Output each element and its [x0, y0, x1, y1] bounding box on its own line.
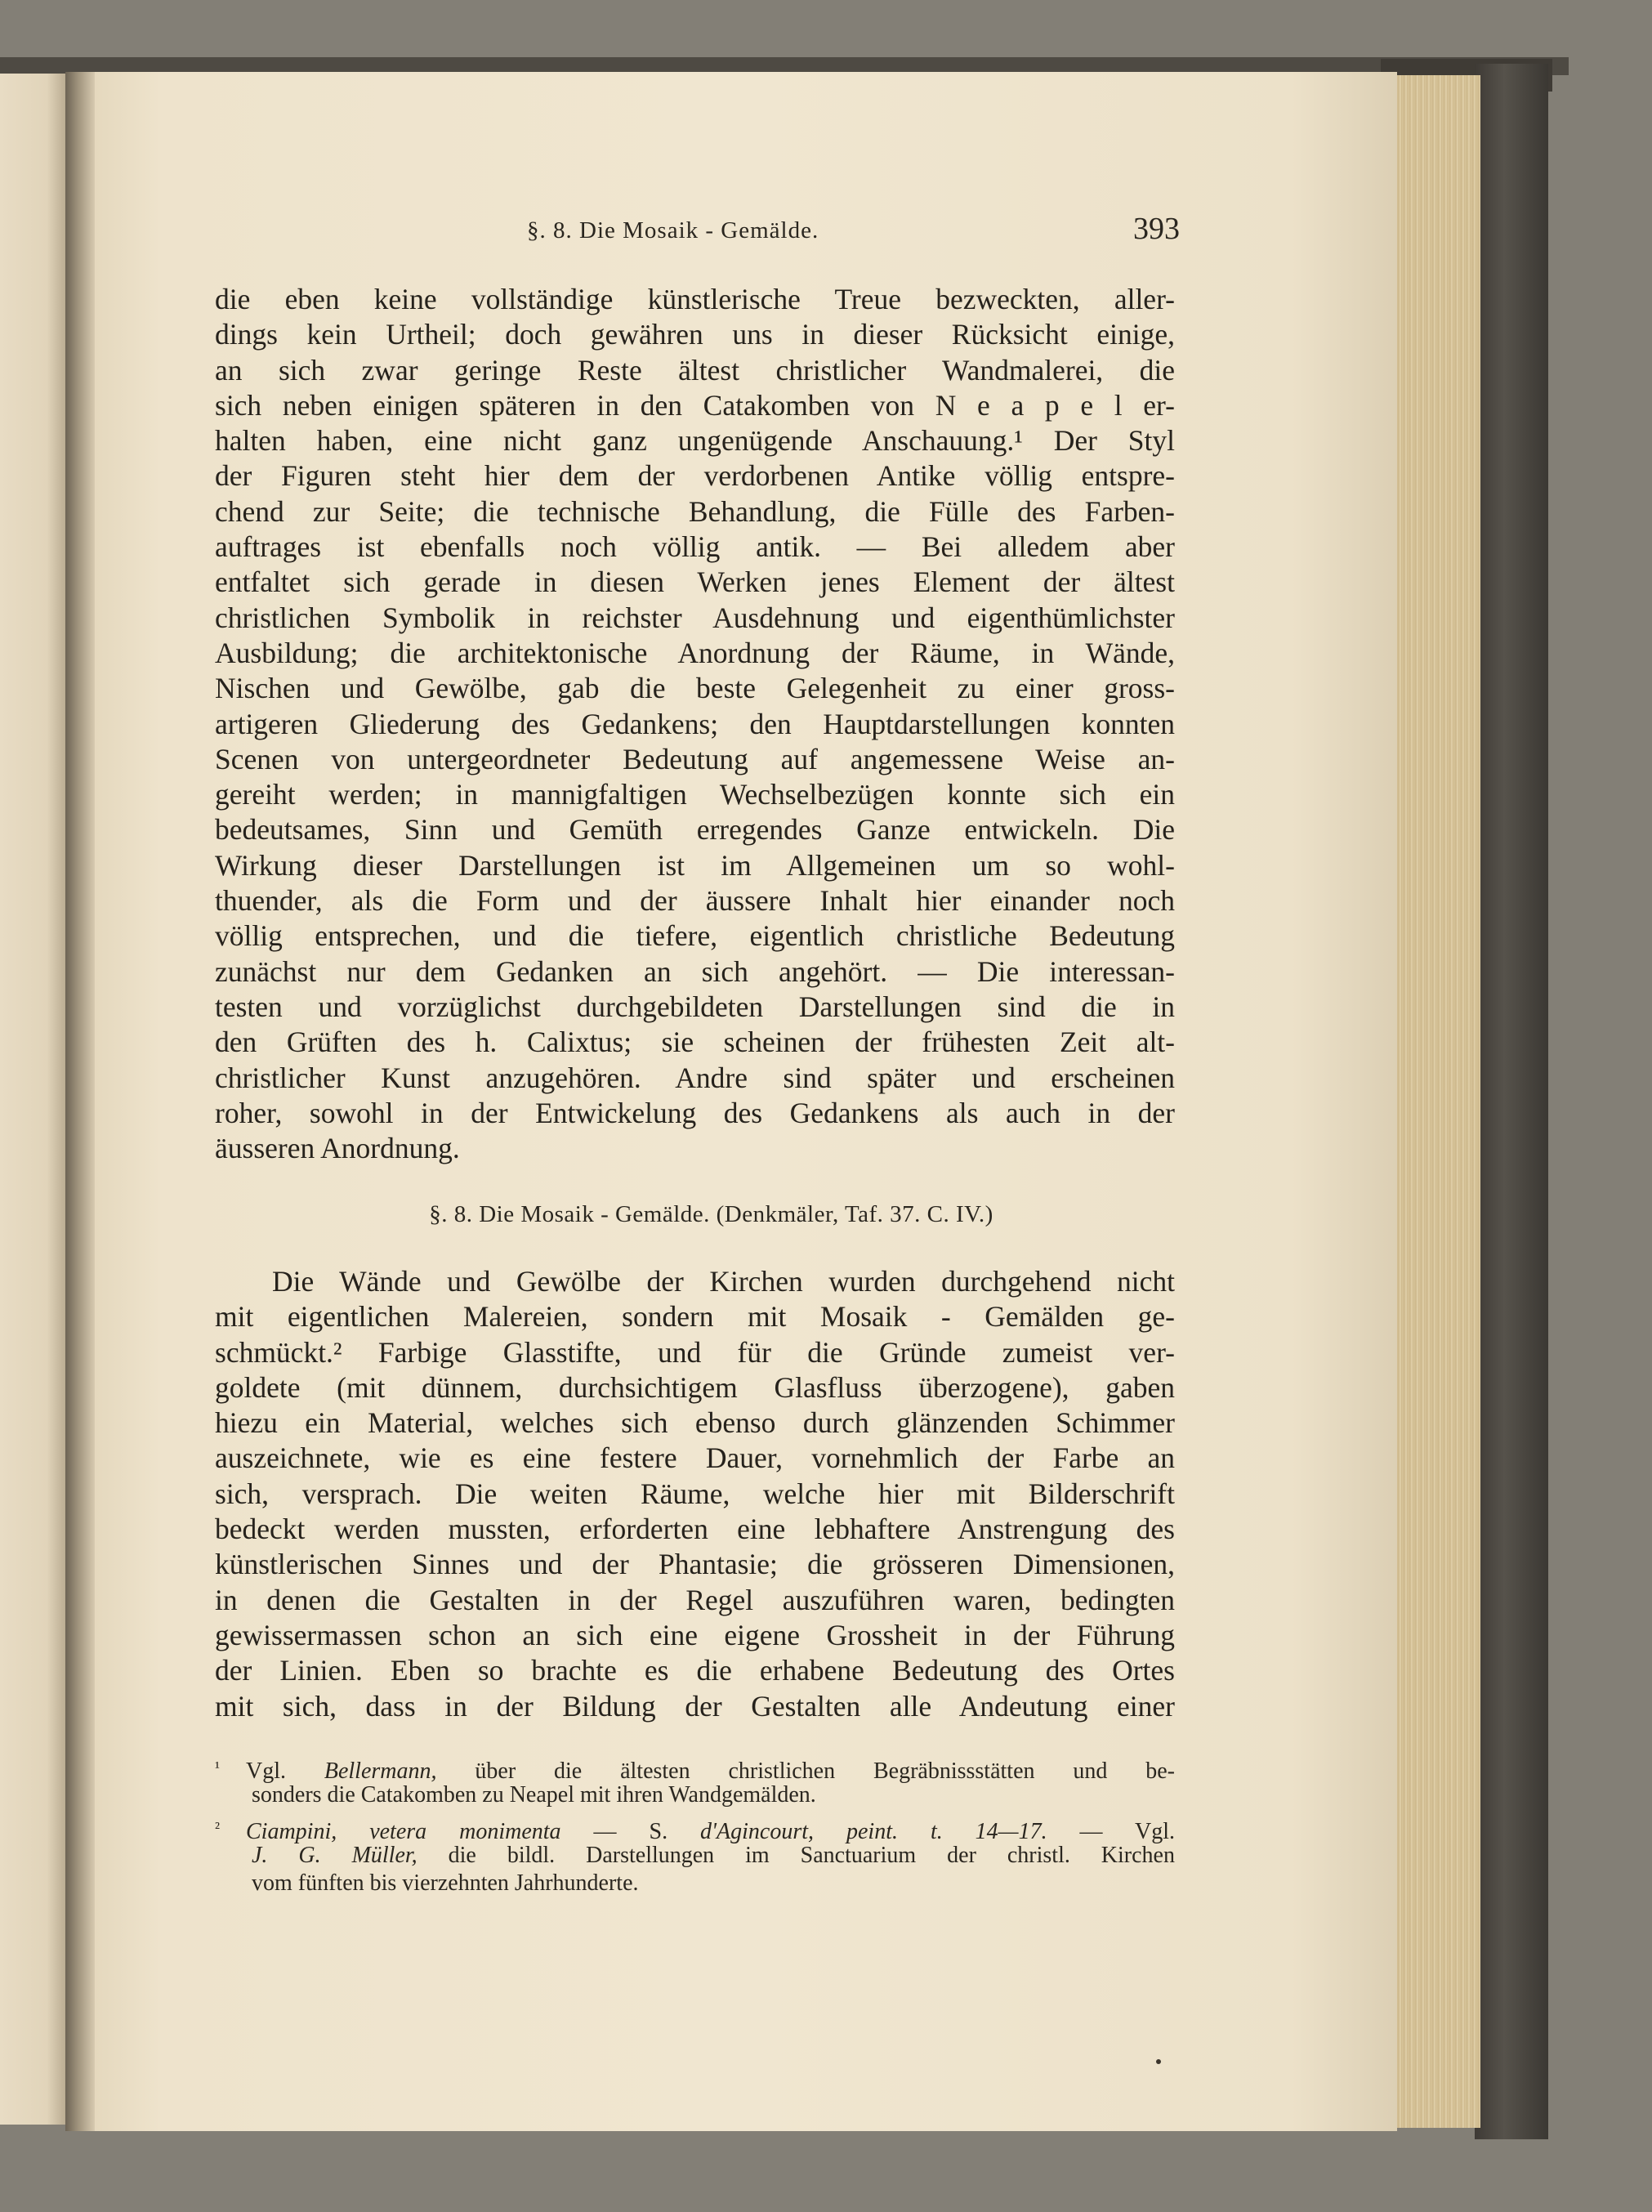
running-head: [215, 211, 1180, 260]
text-line: der Linien. Eben so brachte es die erhabene Bedeutung des Ortes: [215, 1654, 1175, 1687]
footnote-marker: ¹: [215, 1758, 220, 1776]
paragraph-1: [215, 282, 1175, 1166]
footnote-text: — Vgl.: [1047, 1819, 1176, 1844]
text-line: bedeckt werden mussten, erforderten eine lebhaftere Anstrengung des: [215, 1513, 1175, 1546]
text-line: mit eigentlichen Malereien, sondern mit Mosaik - Gemälden ge-: [215, 1300, 1175, 1334]
footnotes: [215, 1754, 1175, 1897]
text-line: der Figuren steht hier dem der verdorbenen Antike völlig entspre-: [215, 459, 1175, 493]
text-line: chend zur Seite; die technische Behandlung, die Fülle des Farben-: [215, 494, 1175, 528]
footnote-1-line-1: [215, 1754, 1175, 1784]
text-line: in denen die Gestalten in der Regel auszuführen waren, bedingten: [215, 1583, 1175, 1616]
text-line: an sich zwar geringe Reste ältest christlicher Wandmalerei, die: [215, 353, 1175, 387]
text-line: Wirkung dieser Darstellungen ist im Allgemeinen um so wohl-: [215, 848, 1175, 882]
ink-speck: [1156, 2059, 1161, 2064]
text-line: halten haben, eine nicht ganz ungenügende Anschauung.¹ Der Styl: [215, 424, 1175, 458]
paragraph-2: [215, 1264, 1175, 1724]
text-line: Die Wände und Gewölbe der Kirchen wurden durchgehend nicht: [272, 1265, 1175, 1298]
text-line: sich, versprach. Die weiten Räume, welche hier mit Bilderschrift: [215, 1477, 1175, 1510]
footnote-marker: ²: [215, 1819, 220, 1837]
footnote-title: Ciampini, vetera monimenta: [246, 1819, 561, 1844]
spine-gutter: [65, 72, 95, 2131]
text-line: Nischen und Gewölbe, gab die beste Gelegenheit zu einer gross-: [215, 672, 1175, 705]
footnote-reference: d'Agincourt, peint. t. 14—17.: [700, 1819, 1047, 1844]
back-cover: [1475, 64, 1548, 2139]
text-line: testen und vorzüglichst durchgebildeten Darstellungen sind die in: [215, 990, 1175, 1023]
text-line: dings kein Urtheil; doch gewähren uns in dieser Rücksicht einige,: [215, 318, 1175, 351]
text-line: schmückt.² Farbige Glasstifte, und für die Gründe zumeist ver-: [215, 1335, 1175, 1369]
page-number: 393: [1133, 212, 1180, 246]
footnote-1-line-2: sonders die Catakomben zu Neapel mit ihren Wandgemälden.: [252, 1782, 816, 1808]
text-line: auftrages ist ebenfalls noch völlig antik. — Bei alledem aber: [215, 530, 1175, 564]
footnote-2-line-2: [215, 1842, 1175, 1870]
text-line: auszeichnete, wie es eine festere Dauer, vornehmlich der Farbe an: [215, 1441, 1175, 1475]
footnote-text: Vgl.: [246, 1758, 324, 1784]
footnote-2-line-1: [215, 1814, 1175, 1842]
text-line: die eben keine vollständige künstlerische Treue bezweckten, aller-: [215, 283, 1175, 315]
text-line: bedeutsames, Sinn und Gemüth erregendes Ganze entwickeln. Die: [215, 813, 1175, 847]
section-heading: §. 8. Die Mosaik - Gemälde. (Denkmäler, Taf. 37. C. IV.): [429, 1201, 993, 1227]
left-page-edge: [0, 74, 69, 2125]
text-line: gereiht werden; in mannigfaltigen Wechselbezügen konnte sich ein: [215, 778, 1175, 811]
text-line: artigeren Gliederung des Gedankens; den Hauptdarstellungen konnten: [215, 707, 1175, 740]
running-head-title: §. 8. Die Mosaik - Gemälde.: [527, 217, 819, 244]
text-line: äusseren Anordnung.: [215, 1132, 460, 1165]
text-line: hiezu ein Material, welches sich ebenso durch glänzenden Schimmer: [215, 1406, 1175, 1440]
text-line: entfaltet sich gerade in diesen Werken jenes Element der ältest: [215, 565, 1175, 599]
text-line: Scenen von untergeordneter Bedeutung auf angemessene Weise an-: [215, 742, 1175, 775]
text-line: zunächst nur dem Gedanken an sich angehört. — Die interessan-: [215, 954, 1175, 988]
text-line: christlicher Kunst anzugehören. Andre sind später und erscheinen: [215, 1061, 1175, 1094]
footnote-author: Bellermann,: [324, 1758, 437, 1784]
text-line: thuender, als die Form und der äussere Inhalt hier einander noch: [215, 884, 1175, 918]
footnote-text: über die ältesten christlichen Begräbnissstätten und be-: [436, 1758, 1175, 1784]
text-line: goldete (mit dünnem, durchsichtigem Glasfluss überzogene), gaben: [215, 1370, 1175, 1404]
page-edges: [1389, 75, 1480, 2128]
footnote-author: J. G. Müller,: [252, 1843, 417, 1868]
text-line: den Grüften des h. Calixtus; sie scheinen der frühesten Zeit alt-: [215, 1026, 1175, 1059]
footnote-text: — S.: [560, 1819, 701, 1844]
text-line: völlig entsprechen, und die tiefere, eigentlich christliche Bedeutung: [215, 919, 1175, 953]
text-line: künstlerischen Sinnes und der Phantasie; die grösseren Dimensionen,: [215, 1548, 1175, 1581]
text-line: mit sich, dass in der Bildung der Gestalten alle Andeutung einer: [215, 1689, 1175, 1723]
text-line: gewissermassen schon an sich eine eigene Grossheit in der Führung: [215, 1618, 1175, 1651]
text-line: roher, sowohl in der Entwickelung des Gedankens als auch in der: [215, 1096, 1175, 1129]
text-line: christlichen Symbolik in reichster Ausdehnung und eigenthümlichster: [215, 601, 1175, 634]
footnote-text: die bildl. Darstellungen im Sanctuarium der christl. Kirchen: [417, 1843, 1175, 1868]
footnote-2-line-3: vom fünften bis vierzehnten Jahrhunderte.: [252, 1870, 639, 1896]
text-line: Ausbildung; die architektonische Anordnung der Räume, in Wände,: [215, 636, 1175, 669]
text-line: sich neben einigen späteren in den Catakomben von N e a p e l er-: [215, 388, 1175, 422]
